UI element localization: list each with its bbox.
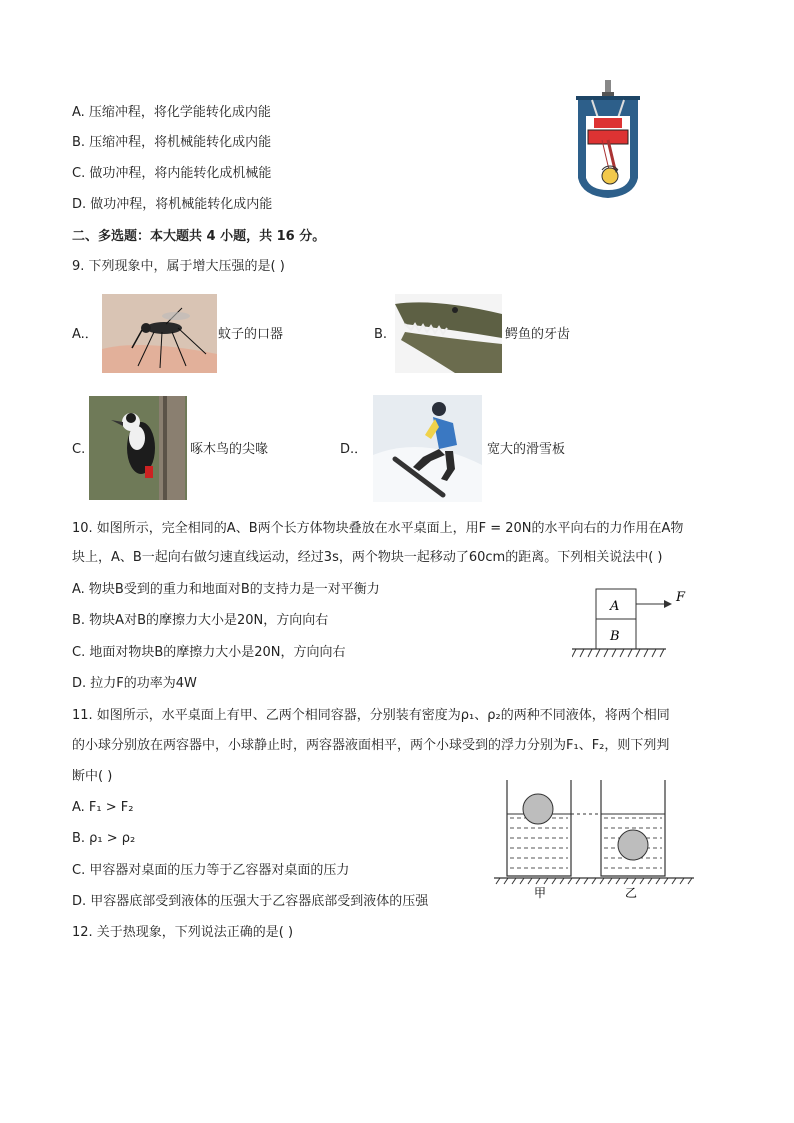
q10-option-a: A. 物块B受到的重力和地面对B的支持力是一对平衡力	[72, 582, 380, 597]
container-jia-label: 甲	[534, 886, 547, 900]
two-containers-diagram	[494, 778, 696, 902]
q9-option-c-letter: C.	[72, 442, 86, 457]
snowboarder-photo	[373, 395, 482, 502]
woodpecker-photo	[89, 396, 187, 500]
mosquito-photo	[102, 294, 217, 373]
q8-option-c: C. 做功冲程，将内能转化成机械能	[72, 166, 272, 181]
q10-stem-line1: 10. 如图所示，完全相同的A、B两个长方体物块叠放在水平桌面上，用F = 20N的水平向右的力作用在A物	[72, 521, 684, 536]
q11-stem-line1: 11. 如图所示，水平桌面上有甲、乙两个相同容器，分别装有密度为ρ₁、ρ₂的两种不同液体，将两个相同	[72, 708, 670, 723]
q9-stem: 9. 下列现象中，属于增大压强的是( )	[72, 259, 285, 274]
container-yi-label: 乙	[625, 886, 638, 900]
q9-option-b-letter: B.	[374, 327, 388, 342]
crocodile-photo	[395, 294, 502, 373]
q8-option-d: D. 做功冲程，将机械能转化成内能	[72, 197, 273, 212]
q9-option-a-caption: 蚊子的口器	[218, 327, 284, 342]
q9-option-d-caption: 宽大的滑雪板	[487, 442, 566, 457]
engine-cylinder-diagram	[572, 78, 644, 200]
q11-stem-line2: 的小球分别放在两容器中，小球静止时，两容器液面相平，两个小球受到的浮力分别为F₁、F₂，则下列判	[72, 738, 670, 753]
q9-option-d-letter: D.．	[340, 442, 368, 457]
q11-option-c: C. 甲容器对桌面的压力等于乙容器对桌面的压力	[72, 863, 350, 878]
section-title: 二、多选题：本大题共 4 小题，共 16 分。	[72, 229, 326, 244]
q8-option-b: B. 压缩冲程，将机械能转化成内能	[72, 135, 272, 150]
block-b-label: B	[610, 629, 620, 644]
q9-option-c-caption: 啄木鸟的尖喙	[190, 442, 269, 457]
stacked-blocks-diagram	[572, 585, 692, 661]
q11-option-a: A. F₁ > F₂	[72, 800, 134, 815]
q11-option-b: B. ρ₁ > ρ₂	[72, 831, 136, 846]
q8-option-a: A. 压缩冲程，将化学能转化成内能	[72, 105, 271, 120]
q9-option-a-letter: A.．	[72, 327, 98, 342]
q10-option-c: C. 地面对物块B的摩擦力大小是20N，方向向右	[72, 645, 346, 660]
q10-stem-line2: 块上，A、B一起向右做匀速直线运动，经过3s，两个物块一起移动了60cm的距离。下列相关说法中( )	[72, 550, 663, 565]
q9-option-b-caption: 鳄鱼的牙齿	[505, 327, 571, 342]
force-label: F	[676, 590, 686, 605]
q10-option-d: D. 拉力F的功率为4W	[72, 676, 197, 691]
block-a-label: A	[610, 599, 620, 614]
q12-stem: 12. 关于热现象，下列说法正确的是( )	[72, 925, 294, 940]
q11-stem-line3: 断中( )	[72, 769, 113, 784]
q10-option-b: B. 物块A对B的摩擦力大小是20N，方向向右	[72, 613, 329, 628]
q11-option-d: D. 甲容器底部受到液体的压强大于乙容器底部受到液体的压强	[72, 894, 429, 909]
